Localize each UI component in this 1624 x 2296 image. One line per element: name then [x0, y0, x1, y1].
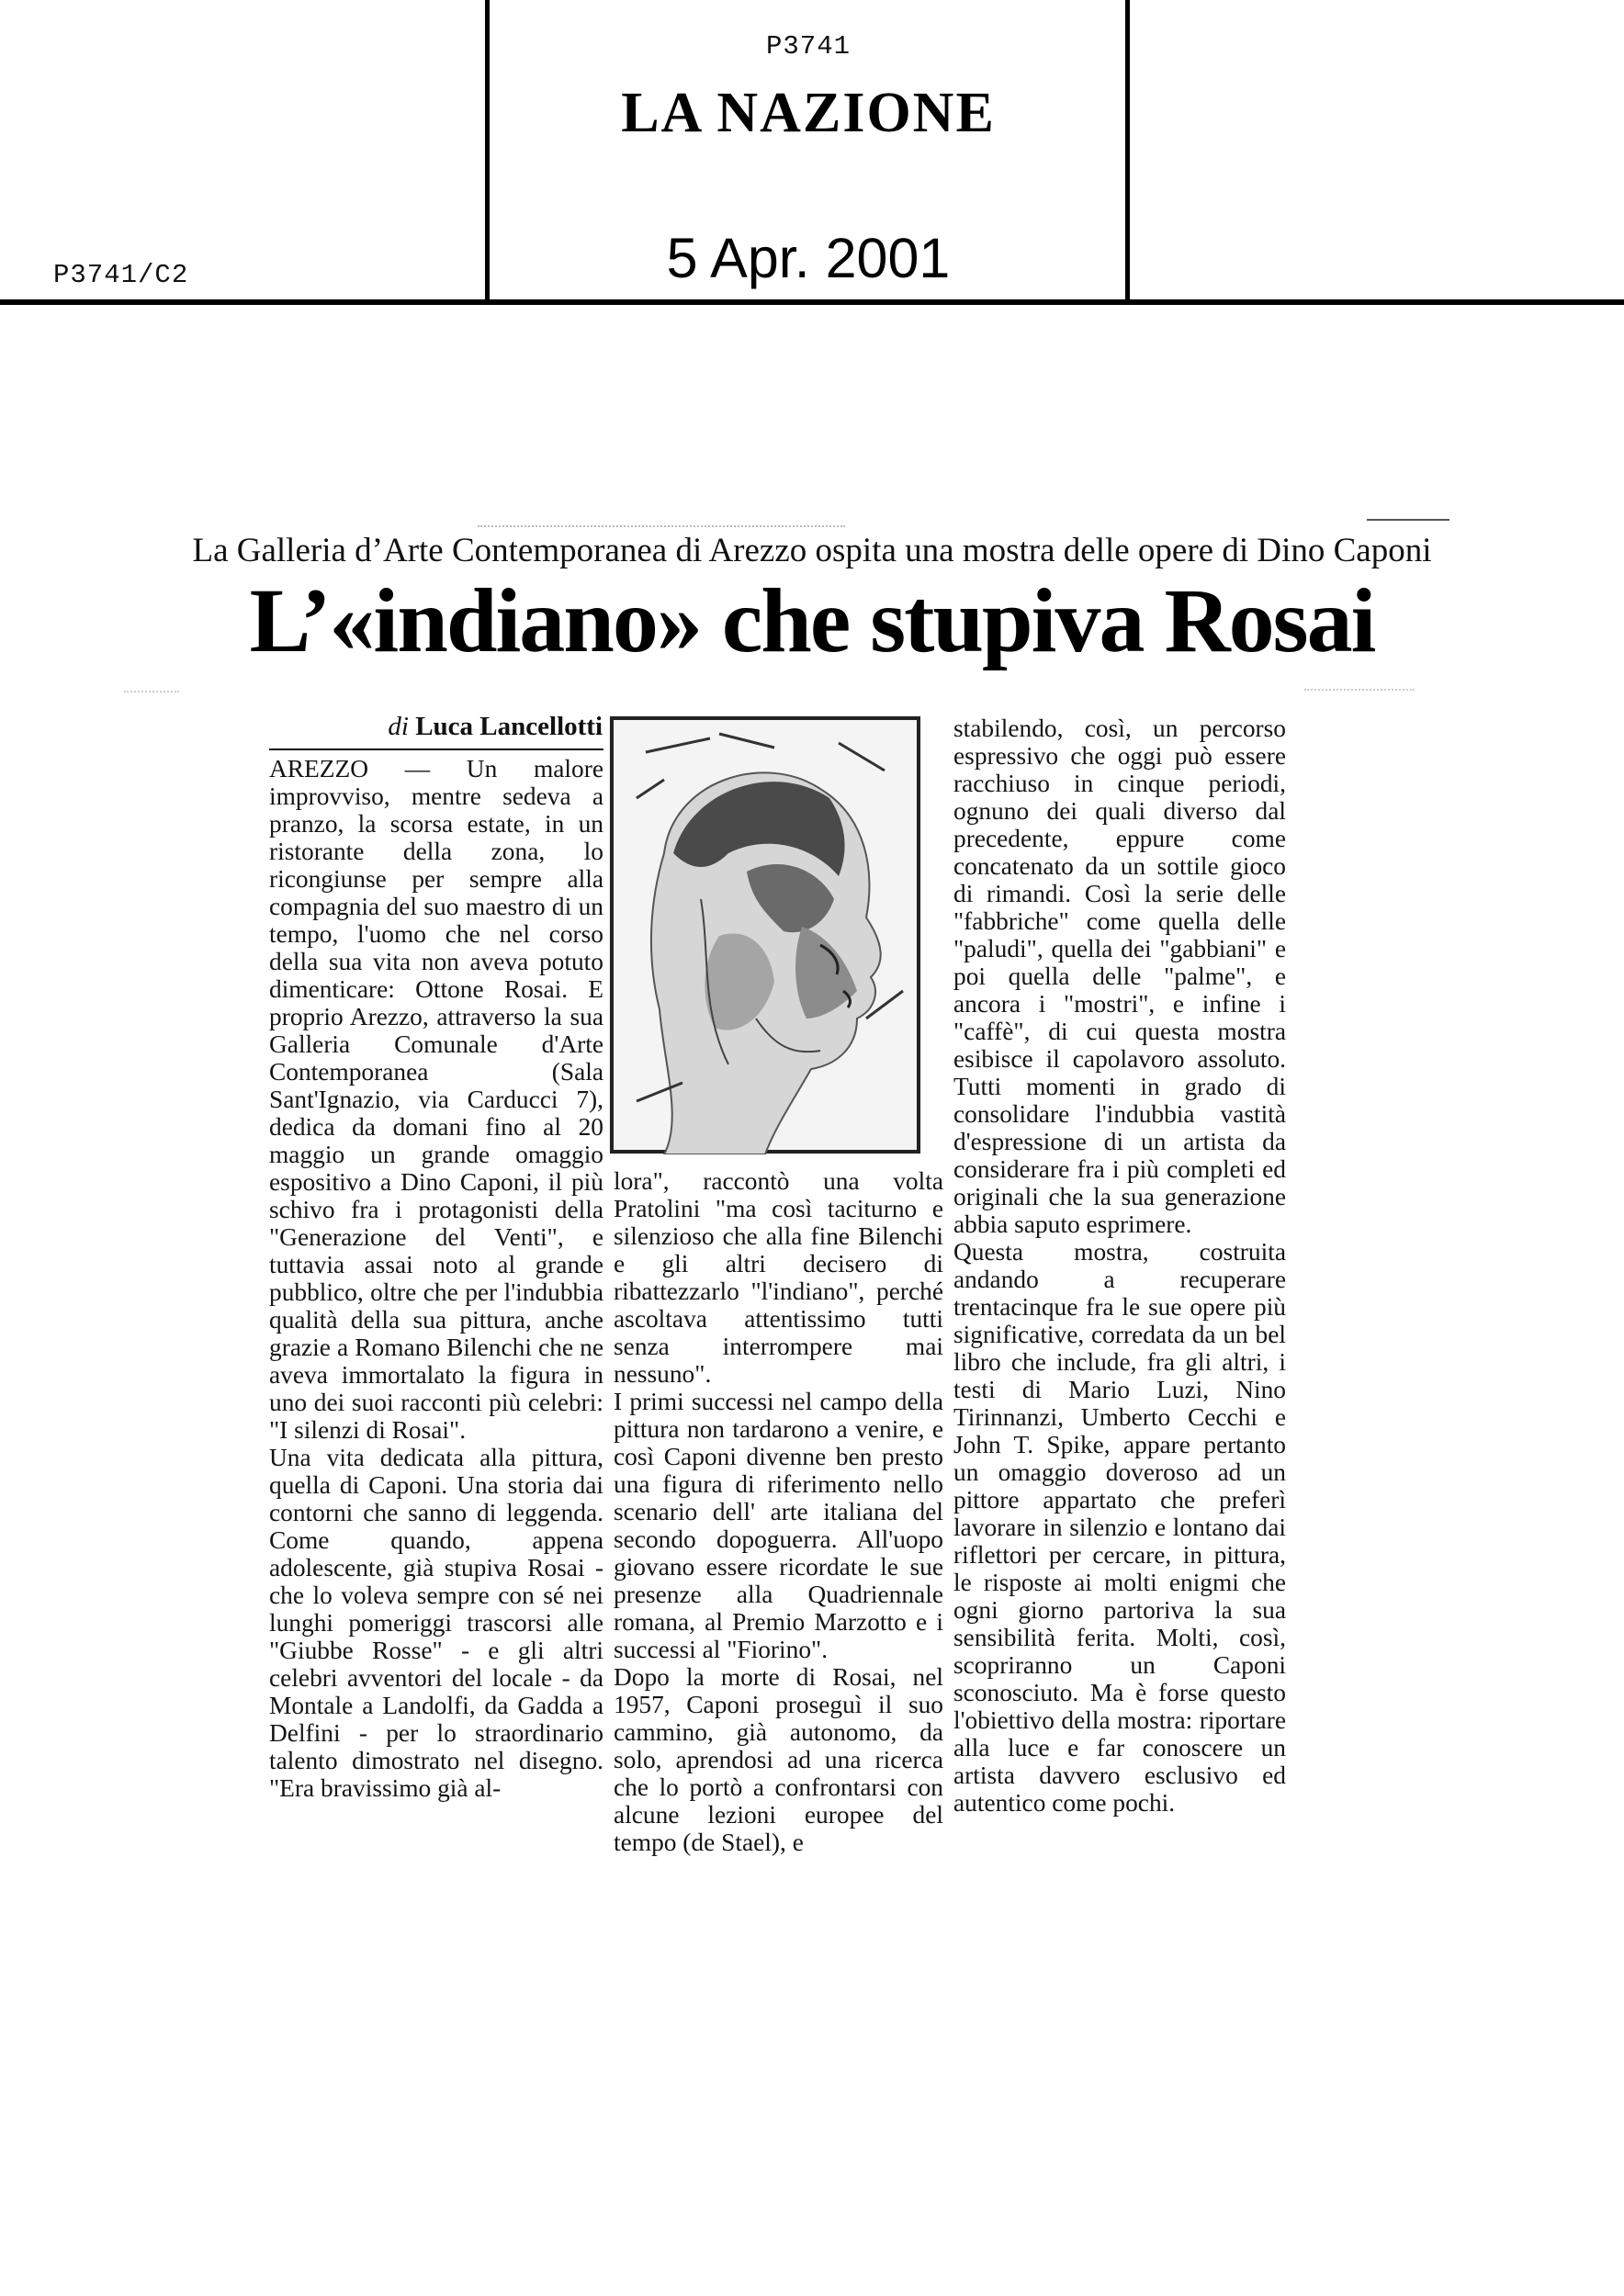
header-bottom-rule — [0, 299, 1624, 305]
byline-prefix: di — [388, 712, 409, 741]
byline-author: Luca Lancellotti — [415, 712, 603, 741]
portrait-drawing — [609, 715, 921, 1154]
byline-rule — [269, 748, 603, 750]
paragraph: I primi successi nel campo della pittura non tardarono a venire, e così Caponi divenne ben presto una figura di riferimento nello scenario dell' arte italiana del secondo dopoguerra. All'uopo giovano essere ricordate le sue presenze alla Quadriennale romana, al Premio Marzotto e i successi al "Fiorino". — [614, 1388, 943, 1663]
article-headline: L’«indiano» che stupiva Rosai — [249, 569, 1375, 671]
scan-speck-left — [124, 691, 179, 694]
archive-code: P3741 — [766, 31, 851, 62]
article-column-1 — [269, 755, 603, 1802]
portrait-sketch-image — [609, 715, 921, 1154]
paragraph: Una vita dedicata alla pittura, quella di Caponi. Una storia dai contorni che sanno di leggenda. Come quando, appena adolescente, già stupiva Rosai - che lo voleva sempre con sé nei lunghi pomeriggi trascorsi alle "Giubbe Rosse" - e gli altri celebri avventori del locale - da Montale a Landolfi, da Gadda a Delfini - per lo straordinario talento dimostrato nel disegno. "Era bravissimo già al- — [269, 1444, 603, 1802]
newspaper-masthead: LA NAZIONE — [621, 82, 996, 144]
paragraph: stabilendo, così, un percorso espressivo che oggi può essere racchiuso in cinque periodi, ognuno dei quali diverso dal precedente, eppure come concatenato da un sottile gioco di rimandi. Così la serie delle "fabbriche" come quella delle "paludi", quella dei "gabbiani" e poi quella delle "palme", e ancora i "mostri", e infine i "caffè", di cui questa mostra esibisce il capolavoro assoluto. Tutti momenti in grado di consolidare l'indubbia vastità d'espressione di un artista da considerare fra i più completi ed originali che la sua generazione abbia saputo esprimere. — [953, 715, 1286, 1238]
paragraph: Questa mostra, costruita andando a recuperare trentacinque fra le sue opere più significative, corredata da un bel libro che include, fra gli altri, i testi di Mario Luzi, Nino Tirinnanzi, Umberto Cecchi e John T. Spike, appare pertanto un omaggio doveroso ad un pittore appartato che preferì lavorare in silenzio e lontano dai riflettori per cercare, in pittura, le risposte ai molti enigmi che ogni giorno partoriva la sua sensibilità ferita. Molti, così, scopriranno un Caponi sconosciuto. Ma è forse questo l'obiettivo della mostra: riportare alla luce e far conoscere un artista davvero esclusivo ed autentico come pochi. — [953, 1238, 1286, 1817]
scan-speck-right — [1304, 689, 1415, 692]
article-column-3 — [953, 715, 1286, 1817]
paragraph: AREZZO — Un malore improvviso, mentre sedeva a pranzo, la scorsa estate, in un ristorante della zona, lo ricongiunse per sempre alla compagnia del suo maestro di un tempo, l'uomo che nel corso della sua vita non aveva potuto dimenticare: Ottone Rosai. E proprio Arezzo, attraverso la sua Galleria Comunale d'Arte Contemporanea (Sala Sant'Ignazio, via Carducci 7), dedica da domani fino al 20 maggio un grande omaggio espositivo a Dino Caponi, il più schivo fra i protagonisti della "Generazione del Venti", e tuttavia assai noto al grande pubblico, oltre che per l'indubbia qualità della sua pittura, anche grazie a Romano Bilenchi che ne aveva immortalato la figura in uno dei suoi racconti più celebri: "I silenzi di Rosai". — [269, 755, 603, 1444]
archive-code-sub: P3741/C2 — [53, 260, 189, 290]
publication-date: 5 Apr. 2001 — [666, 227, 951, 289]
article-column-2 — [614, 1167, 943, 1856]
paragraph: Dopo la morte di Rosai, nel 1957, Caponi proseguì il suo cammino, già autonomo, da solo, aprendosi ad una ricerca che lo portò a confrontarsi con alcune lezioni europee del tempo (de Stael), e — [614, 1663, 943, 1856]
scan-speck-top — [478, 525, 845, 529]
article-byline — [347, 712, 603, 742]
paragraph: lora", raccontò una volta Pratolini "ma così taciturno e silenzioso che alla fine Bilenchi e gli altri decisero di ribattezzarlo "l'indiano", perché ascoltava attentissimo tutti senza interrompere mai nessuno". — [614, 1167, 943, 1388]
article-kicker: La Galleria d’Arte Contemporanea di Arezzo ospita una mostra delle opere di Dino Caponi — [192, 532, 1432, 569]
scan-dash-right — [1367, 519, 1449, 521]
